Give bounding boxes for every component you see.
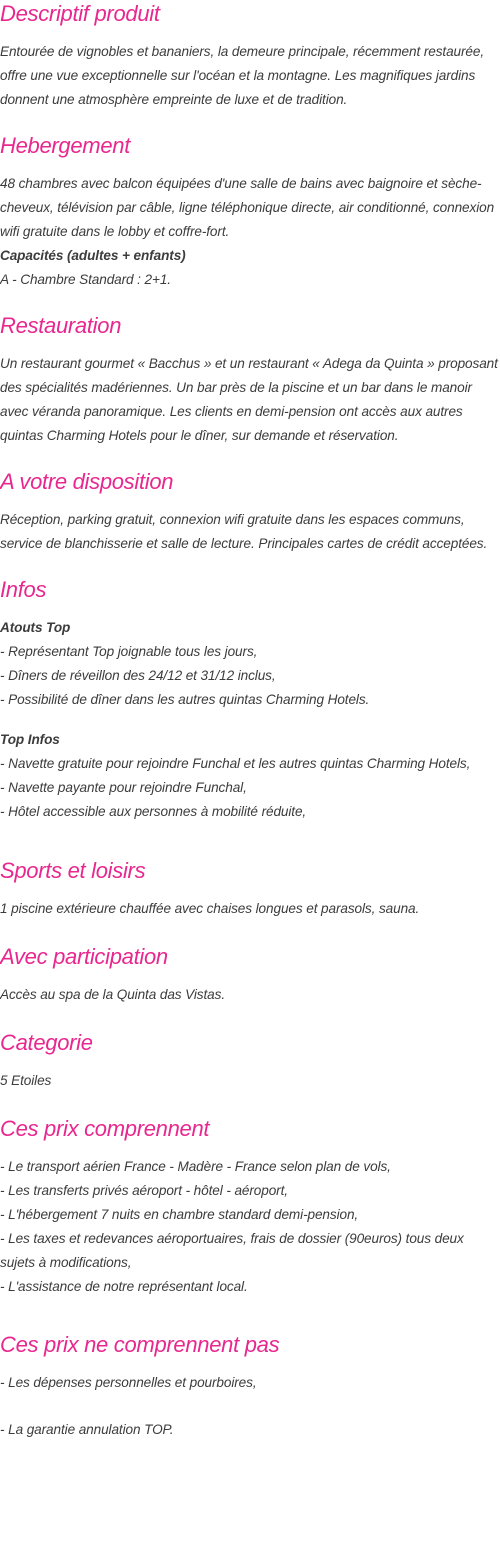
section-paragraph: 5 Etoiles (0, 1073, 52, 1088)
list-item: - La garantie annulation TOP. (0, 1422, 174, 1437)
section-paragraph: Un restaurant gourmet « Bacchus » et un restaurant « Adega da Quinta » proposant des spécialités madériennes. Un bar près de la piscine et un bar dans le manoir avec véranda panoramique. Les clients en demi-pension ont accès aux autres quintas Charming Hotels pour le dîner, sur demande et réservation. (0, 356, 498, 443)
capacity-heading: Capacités (adultes + enfants) (0, 248, 186, 263)
list-item: - Représentant Top joignable tous les jours, (0, 644, 258, 659)
section-title: Ces prix ne comprennent pas (0, 1332, 280, 1357)
section-title: Hebergement (0, 133, 130, 158)
atouts-top-heading: Atouts Top (0, 620, 71, 635)
section-paragraph: 48 chambres avec balcon équipées d'une salle de bains avec baignoire et sèche-cheveux, télévision par câble, ligne téléphonique directe, air conditionné, connexion wifi gratuite dans le lobby et coffre-fort. (0, 176, 495, 239)
section-infos (0, 576, 500, 824)
section-paragraph: Entourée de vignobles et bananiers, la demeure principale, récemment restaurée, offre une vue exceptionnelle sur l'océan et la montagne. Les magnifiques jardins donnent une atmosphère empreinte de luxe et de tradition. (0, 44, 485, 107)
section-paid-extras (0, 943, 500, 1007)
list-item: - Les dépenses personnelles et pourboires, (0, 1375, 257, 1390)
section-paragraph: Accès au spa de la Quinta das Vistas. (0, 987, 226, 1002)
section-price-excludes (0, 1331, 500, 1442)
list-item: - Les taxes et redevances aéroportuaires, frais de dossier (90euros) tous deux sujets à modifications, (0, 1231, 464, 1270)
list-item: - Navette payante pour rejoindre Funchal, (0, 780, 247, 795)
section-title: Categorie (0, 1030, 93, 1055)
section-title: A votre disposition (0, 469, 174, 494)
section-price-includes (0, 1115, 500, 1299)
list-item: - Les transferts privés aéroport - hôtel - aéroport, (0, 1183, 288, 1198)
room-capacity: A - Chambre Standard : 2+1. (0, 272, 171, 287)
list-item: - L'assistance de notre représentant local. (0, 1279, 248, 1294)
section-description (0, 0, 500, 112)
section-title: Descriptif produit (0, 1, 160, 26)
section-title: Infos (0, 577, 47, 602)
list-item: - Possibilité de dîner dans les autres quintas Charming Hotels. (0, 692, 370, 707)
list-item: - Navette gratuite pour rejoindre Funchal et les autres quintas Charming Hotels, (0, 756, 471, 771)
list-item: - Dîners de réveillon des 24/12 et 31/12 inclus, (0, 668, 276, 683)
section-accommodation (0, 132, 500, 292)
section-title: Restauration (0, 313, 122, 338)
section-title: Ces prix comprennent (0, 1116, 210, 1141)
list-item: - Le transport aérien France - Madère - France selon plan de vols, (0, 1159, 391, 1174)
section-title: Sports et loisirs (0, 858, 146, 883)
section-paragraph: 1 piscine extérieure chauffée avec chaises longues et parasols, sauna. (0, 901, 420, 916)
section-title: Avec participation (0, 944, 168, 969)
section-category (0, 1029, 500, 1093)
section-paragraph: Réception, parking gratuit, connexion wifi gratuite dans les espaces communs, service de blanchisserie et salle de lecture. Principales cartes de crédit acceptées. (0, 512, 488, 551)
section-sports (0, 857, 500, 921)
list-item: - Hôtel accessible aux personnes à mobilité réduite, (0, 804, 307, 819)
section-amenities (0, 468, 500, 556)
section-dining (0, 312, 500, 448)
list-item: - L'hébergement 7 nuits en chambre standard demi-pension, (0, 1207, 359, 1222)
top-infos-heading: Top Infos (0, 732, 60, 747)
